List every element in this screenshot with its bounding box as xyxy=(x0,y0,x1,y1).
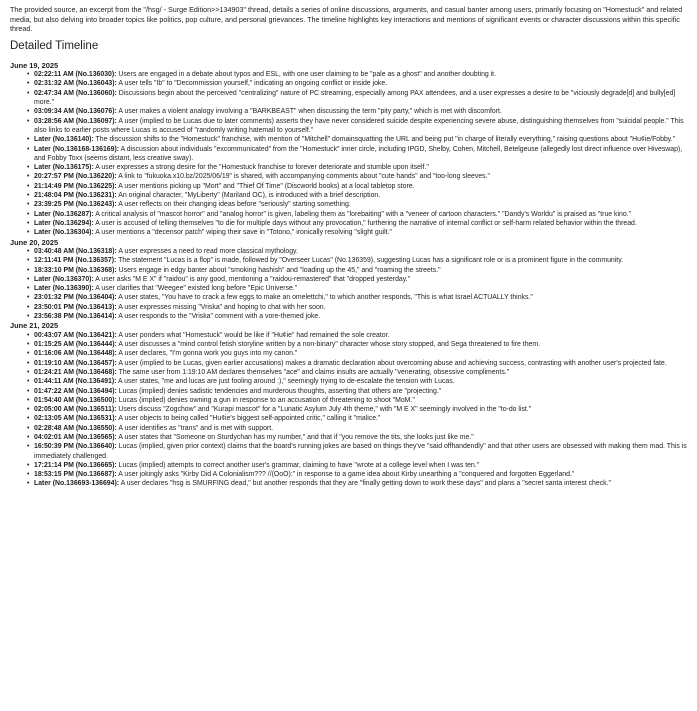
entry-timestamp: 03:09:34 AM (No.136076): xyxy=(34,108,117,116)
timeline-entry xyxy=(28,219,687,228)
entry-text: An original character, "MyLiberty" (Mariland OC), is introduced with a brief description. xyxy=(118,192,381,200)
entry-timestamp: 23:56:38 PM (No.136414): xyxy=(34,313,117,321)
timeline-entry xyxy=(28,172,687,181)
entry-list xyxy=(10,331,687,489)
entry-timestamp: Later (No.136168-136169): xyxy=(34,145,120,153)
entry-text: A user states, "You have to crack a few eggs to make an omelettchi," to which another responds, "This is what Israel ACTUALLY thinks." xyxy=(118,294,533,302)
entry-timestamp: 01:15:25 AM (No.136444): xyxy=(34,341,117,349)
timeline-entry xyxy=(28,163,687,172)
entry-text: Discussions begin about the perceived "centralizing" nature of PC streaming, especially among PAX attendees, and a user expresses a desire to be "viciously degrade[d] and bully[ed] more." xyxy=(34,89,676,107)
entry-text: A user mentions picking up "Mort" and "Thief Of Time" (Discworld books) at a local tabletop store. xyxy=(118,182,415,190)
entry-text: A user ponders what "Homestuck" would be like if "Hu¢ie" had remained the sole creator. xyxy=(118,331,390,339)
entry-timestamp: 18:53:15 PM (No.136687): xyxy=(34,471,117,479)
timeline-entry xyxy=(28,442,687,461)
entry-timestamp: 04:02:01 AM (No.136565): xyxy=(34,433,117,441)
timeline-entry xyxy=(28,340,687,349)
day-heading: June 19, 2025 xyxy=(10,60,59,70)
entry-timestamp: 21:48:04 PM (No.136231): xyxy=(34,192,117,200)
entry-timestamp: Later (No.136175): xyxy=(34,164,94,172)
entry-timestamp: 20:27:57 PM (No.136220): xyxy=(34,173,117,181)
entry-text: A user is accused of telling themselves "to die for multiple days without any provocation," furthering the narrative of internal conflict or self-harm related behavior within the thread. xyxy=(95,219,637,227)
entry-timestamp: 03:28:56 AM (No.136097): xyxy=(34,117,117,125)
entry-text: Users are engaged in a debate about typos and ESL, with one user claiming to be "pale as a ghost" and another doubting it. xyxy=(118,71,497,79)
entry-text: The statement "Lucas is a flop" is made, followed by "Overseer Lucas" (No.136359), suggesting Lucas has a significant role or is a prominent figure in the community. xyxy=(118,257,624,265)
entry-text: Lucas (implied, given prior context) claims that the board's running jokes are based on things they've "said offhandendly" and that other users are obsessed with making them mad. This is immediately challenged. xyxy=(34,443,687,460)
entry-timestamp: 23:50:01 PM (No.136413): xyxy=(34,303,117,311)
entry-timestamp: Later (No.136370): xyxy=(34,275,94,283)
entry-text: A user declares, "I'm gonna work you guys into my canon." xyxy=(118,350,298,358)
timeline-entry xyxy=(28,275,687,284)
timeline-entry xyxy=(28,414,687,423)
entry-timestamp: 00:43:07 AM (No.136421): xyxy=(34,331,117,339)
timeline-entry xyxy=(28,461,687,470)
timeline-entry xyxy=(28,331,687,340)
timeline-entry xyxy=(28,200,687,209)
timeline-entry xyxy=(28,191,687,200)
entry-text: Lucas (implied) denies owning a gun in response to an accusation of threatening to shoot "MoM." xyxy=(118,396,415,404)
entry-text: A user clarifies that "Weegee" existed long before "Epic Universe." xyxy=(95,285,298,293)
timeline-entry xyxy=(28,135,687,144)
timeline-entry xyxy=(28,256,687,265)
entry-timestamp: 01:19:10 AM (No.136457): xyxy=(34,359,117,367)
timeline-entry xyxy=(28,70,687,79)
entry-timestamp: 01:16:06 AM (No.136448): xyxy=(34,350,117,358)
entry-timestamp: 02:05:00 AM (No.136511): xyxy=(34,406,117,414)
entry-timestamp: 02:28:48 AM (No.136550): xyxy=(34,424,117,432)
entry-timestamp: 03:40:48 AM (No.136318): xyxy=(34,247,117,255)
entry-text: Lucas (implied) denies sadistic tendencies and murderous thoughts, asserting that others are "projecting." xyxy=(118,387,442,395)
entry-timestamp: Later (No.136693-136694): xyxy=(34,480,120,488)
timeline-entry xyxy=(28,470,687,479)
timeline-entry xyxy=(28,303,687,312)
entry-timestamp: 01:47:22 AM (No.136494): xyxy=(34,387,117,395)
day-heading: June 21, 2025 xyxy=(10,321,59,331)
entry-text: A user expresses a strong desire for the "Homestuck franchise to forever deteriorate and stumble upon itself." xyxy=(95,164,429,172)
timeline-entry xyxy=(28,368,687,377)
entry-text: A user (implied to be Lucas, given earlier accusations) makes a dramatic declaration about overcoming abuse and achieving success, contrasting with another user's projected fate. xyxy=(118,359,667,367)
entry-text: Lucas (implied) attempts to correct another user's grammar, claiming to have "wrote at a college level when I was ten." xyxy=(118,461,480,469)
timeline-entry xyxy=(28,284,687,293)
timeline-entry xyxy=(28,377,687,386)
timeline-entry xyxy=(28,405,687,414)
timeline-entry xyxy=(28,424,687,433)
timeline-entry xyxy=(28,266,687,275)
timeline-entry xyxy=(28,210,687,219)
entry-list xyxy=(10,247,687,321)
entry-timestamp: Later (No.136390): xyxy=(34,285,94,293)
entry-text: A user declares "hsg is SMURFING dead," but another responds that they are "finally getting down to work these days" and plans a "secret santa interest check." xyxy=(120,480,611,488)
entry-timestamp: 12:11:41 PM (No.136357): xyxy=(34,257,117,265)
entry-text: A user expresses missing "Vriska" and hoping to chat with her soon. xyxy=(118,303,326,311)
entry-text: A user (implied to be Lucas due to later comments) asserts they have never considered suicide despite experiencing severe abuse, distinguishing themselves from "suicidal people." This also links to earlier posts where Lucas is accused of "randomly writing hatemail to yourself." xyxy=(34,117,684,134)
entry-timestamp: 02:31:32 AM (No.136043): xyxy=(34,80,117,88)
entry-timestamp: 02:47:34 AM (No.136060): xyxy=(34,89,117,97)
entry-timestamp: Later (No.136140): xyxy=(34,136,94,144)
entry-text: A user objects to being called "Hu¢ie's biggest self-appointed critic," calling it "malice." xyxy=(118,415,381,423)
entry-timestamp: 01:54:40 AM (No.136500): xyxy=(34,396,117,404)
timeline-entry xyxy=(28,312,687,321)
entry-text: A user tells "Ib" to "Decommission yourself," indicating an ongoing conflict or inside joke. xyxy=(118,80,388,88)
timeline-entry xyxy=(28,387,687,396)
timeline-entry xyxy=(28,349,687,358)
entry-timestamp: 02:13:05 AM (No.136531): xyxy=(34,415,117,423)
entry-text: A user identifies as "trans" and is met with support. xyxy=(118,424,274,432)
day-heading: June 20, 2025 xyxy=(10,237,59,247)
entry-timestamp: Later (No.136304): xyxy=(34,229,94,237)
entry-text: A critical analysis of "mascot horror" and "analog horror" is given, labeling them as "lorebaiting" with a "veneer of cartoon characters." "Dandy's Worldu" is praised as "true kino." xyxy=(95,210,632,218)
entry-text: A user responds to the "Vriska" comment with a vore-themed joke. xyxy=(118,313,321,321)
intro-paragraph: The provided source, an excerpt from the "/hsg/ - Surge Edition>>134903" thread, details a series of online discussions, arguments, and casual banter among users, primarily focusing on "Homestuck" and related media, but also delving into broader topics like politics, pop culture, and personal grievances. The timeline highlights key interactions and mentions of significant events or character discussions within this specific thread. xyxy=(10,5,683,34)
entry-list xyxy=(10,70,687,237)
entry-text: A user makes a violent analogy involving a "BARKBEAST" when discussing the term "pity party," which is met with discomfort. xyxy=(118,108,502,116)
section-heading: Detailed Timeline xyxy=(10,39,99,52)
timeline-entry xyxy=(28,145,687,164)
timeline-entry xyxy=(28,293,687,302)
entry-text: A user discusses a "mind control fetish storyline written by a non-binary" character whose story stopped, and Sega threatened to fire them. xyxy=(118,341,541,349)
entry-text: The same user from 1:19:10 AM declares themselves "ace" and claims insults are actually "venerating, obsessive compliments." xyxy=(118,368,510,376)
entry-timestamp: Later (No.136294): xyxy=(34,219,94,227)
timeline-entry xyxy=(28,247,687,256)
timeline-entry xyxy=(28,107,687,116)
timeline-entry xyxy=(28,79,687,88)
entry-text: Users discuss "Zogchow" and "Kurapi mascot" for a "Lunatic Asylum July 4th theme," with "M E X" seemingly involved in the "to-do list." xyxy=(118,406,532,414)
entry-timestamp: 23:01:32 PM (No.136404): xyxy=(34,294,117,302)
entry-text: A user mentions a "decensor patch" wiping their save in "Totono," ironically resolving "slight guilt." xyxy=(95,229,392,237)
entry-timestamp: 17:21:14 PM (No.136665): xyxy=(34,461,117,469)
entry-timestamp: 18:33:10 PM (No.136368): xyxy=(34,266,117,274)
entry-text: A link to "fukuoka.x10.bz/2025/06/19" is shared, with accompanying comments about "cute hands" and "too-long sleeves." xyxy=(118,173,490,181)
entry-text: The discussion shifts to the "Homestuck" franchise, with mention of "Mitchell" domainsquatting the URL and being put "in charge of literally everything," raising questions about "Hu¢ie/Fobby." xyxy=(95,136,676,144)
entry-text: A user jokingly asks "Kirby Did A Colonialism??? //(OoO):" in response to a game idea about Kirby unearthing a "conquered and forgotten Eggerland." xyxy=(118,471,575,479)
timeline-entry xyxy=(28,359,687,368)
entry-timestamp: 01:24:21 AM (No.136468): xyxy=(34,368,117,376)
entry-timestamp: 02:22:11 AM (No.136030): xyxy=(34,71,117,79)
entry-timestamp: 21:14:49 PM (No.136225): xyxy=(34,182,117,190)
timeline xyxy=(10,61,687,489)
timeline-entry xyxy=(28,182,687,191)
entry-text: A user expresses a need to read more classical mythology. xyxy=(118,247,298,255)
entry-text: A user reflects on their changing ideas before "seriously" starting something. xyxy=(118,201,351,209)
entry-timestamp: Later (No.136287): xyxy=(34,210,94,218)
entry-text: A discussion about individuals "excommunicated" from the "Homestuck" inner circle, including IPGD, Shelby, Cohen, Mitchell, Betelgeuse (allegedly lost direct influence over Hiveswap), and Fobby Toxx (seems distant, less creative sway). xyxy=(34,145,683,162)
timeline-entry xyxy=(28,117,687,136)
entry-text: A user states that "Someone on Sturdychan has my number," and that if "you remove the tits, she looks just like me." xyxy=(118,433,474,441)
entry-text: A user asks "M E X" if "raidou" is any good, mentioning a "raidou-remastered" that "dropped yesterday." xyxy=(95,275,411,283)
timeline-entry xyxy=(28,228,687,237)
entry-timestamp: 16:50:39 PM (No.136640): xyxy=(34,443,117,451)
entry-timestamp: 23:39:25 PM (No.136243): xyxy=(34,201,117,209)
entry-timestamp: 01:44:11 AM (No.136491): xyxy=(34,378,117,386)
entry-text: A user states, "me and lucas are just fooling around :)," seemingly trying to de-escalate the tension with Lucas. xyxy=(118,378,455,386)
timeline-entry xyxy=(28,433,687,442)
entry-text: Users engage in edgy banter about "smoking hashish" and "loading up the 45," and "roaming the streets." xyxy=(118,266,441,274)
timeline-entry xyxy=(28,89,687,108)
timeline-entry xyxy=(28,479,687,488)
timeline-entry xyxy=(28,396,687,405)
